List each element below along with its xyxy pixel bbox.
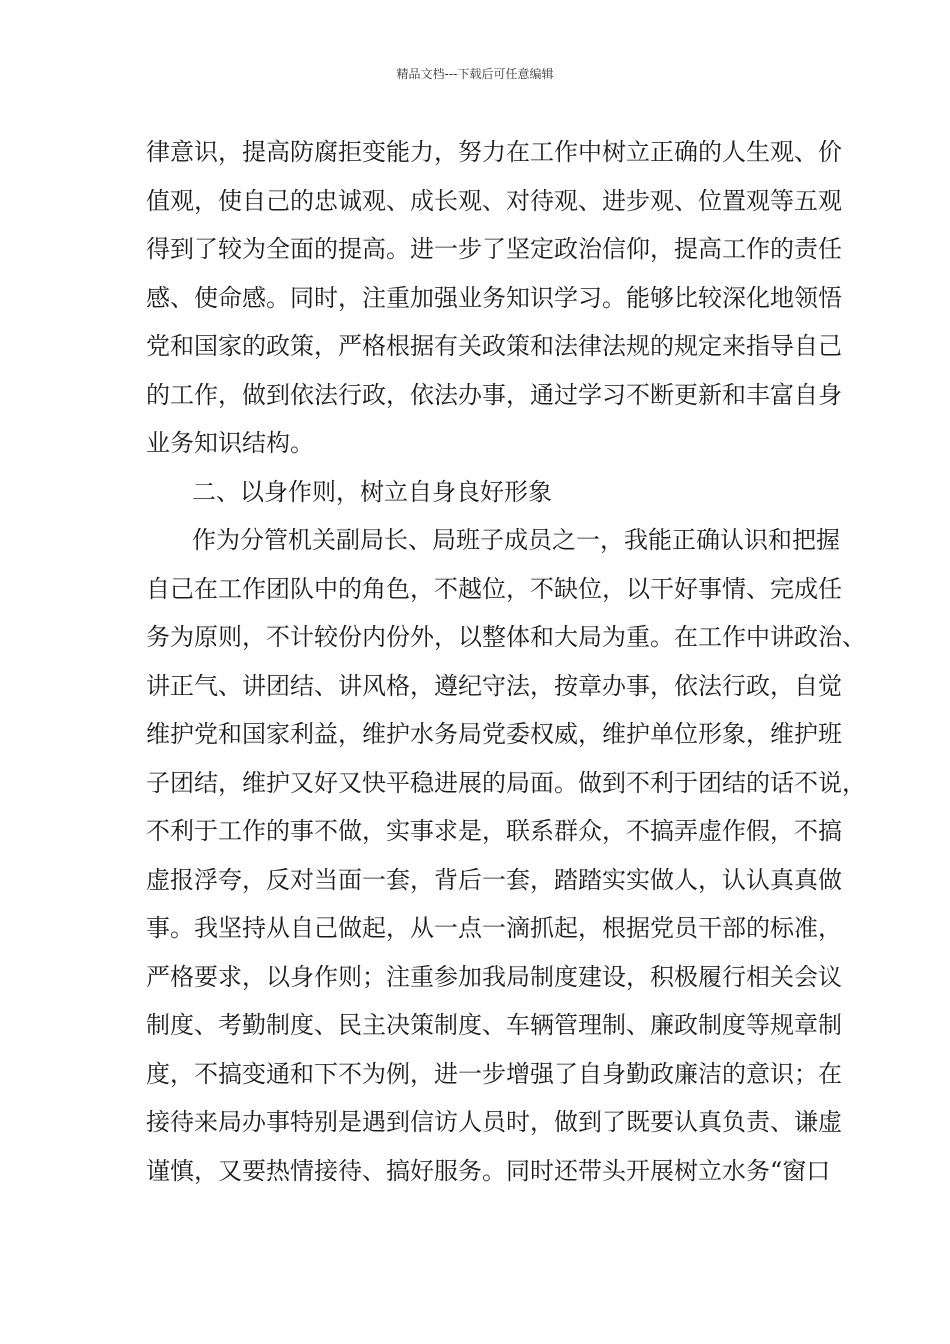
text-line: 度，不搞变通和下不为例，进一步增强了自身勤政廉洁的意识；在	[146, 1059, 842, 1088]
text-line: 维护党和国家利益，维护水务局党委权威，维护单位形象，维护班	[146, 720, 842, 748]
text-line: 党和国家的政策，严格根据有关政策和法律法规的规定来指导自己	[146, 332, 842, 360]
text-line: 得到了较为全面的提高。进一步了坚定政治信仰，提高工作的责任	[146, 235, 842, 263]
text-line: 值观，使自己的忠诚观、成长观、对待观、进步观、位置观等五观	[146, 186, 842, 215]
text-line: 律意识，提高防腐拒变能力，努力在工作中树立正确的人生观、价	[146, 138, 842, 166]
text-line: 二、以身作则，树立自身良好形象	[192, 477, 552, 506]
text-line: 感、使命感。同时，注重加强业务知识学习。能够比较深化地领悟	[146, 283, 842, 312]
text-line: 讲正气、讲团结、讲风格，遵纪守法，按章办事，依法行政，自觉	[146, 671, 842, 700]
text-line: 务为原则，不计较份内份外，以整体和大局为重。在工作中讲政治、	[146, 623, 866, 651]
page-header: 精品文档---下载后可任意编辑	[396, 67, 554, 81]
text-line: 虚报浮夸，反对当面一套，背后一套，踏踏实实做人，认认真真做	[146, 865, 842, 894]
text-line: 制度、考勤制度、民主决策制度、车辆管理制、廉政制度等规章制	[146, 1011, 842, 1039]
text-line: 谨慎，又要热情接待、搞好服务。同时还带头开展树立水务“窗口	[146, 1156, 831, 1185]
text-line: 不利于工作的事不做，实事求是，联系群众，不搞弄虚作假，不搞	[146, 817, 842, 845]
text-line: 子团结，维护又好又快平稳进展的局面。做到不利于团结的话不说，	[146, 768, 866, 797]
text-line: 自己在工作团队中的角色，不越位，不缺位，以干好事情、完成任	[146, 574, 842, 603]
text-line: 事。我坚持从自己做起，从一点一滴抓起，根据党员干部的标准，	[146, 914, 842, 942]
text-line: 的工作，做到依法行政，依法办事，通过学习不断更新和丰富自身	[146, 380, 842, 409]
text-line: 作为分管机关副局长、局班子成员之一，我能正确认识和把握	[192, 526, 840, 554]
text-line: 严格要求，以身作则；注重参加我局制度建设，积极履行相关会议	[146, 962, 842, 991]
document-body	[146, 128, 866, 1195]
text-line: 业务知识结构。	[146, 429, 314, 457]
text-line: 接待来局办事特别是遇到信访人员时，做到了既要认真负责、谦虚	[146, 1108, 842, 1136]
